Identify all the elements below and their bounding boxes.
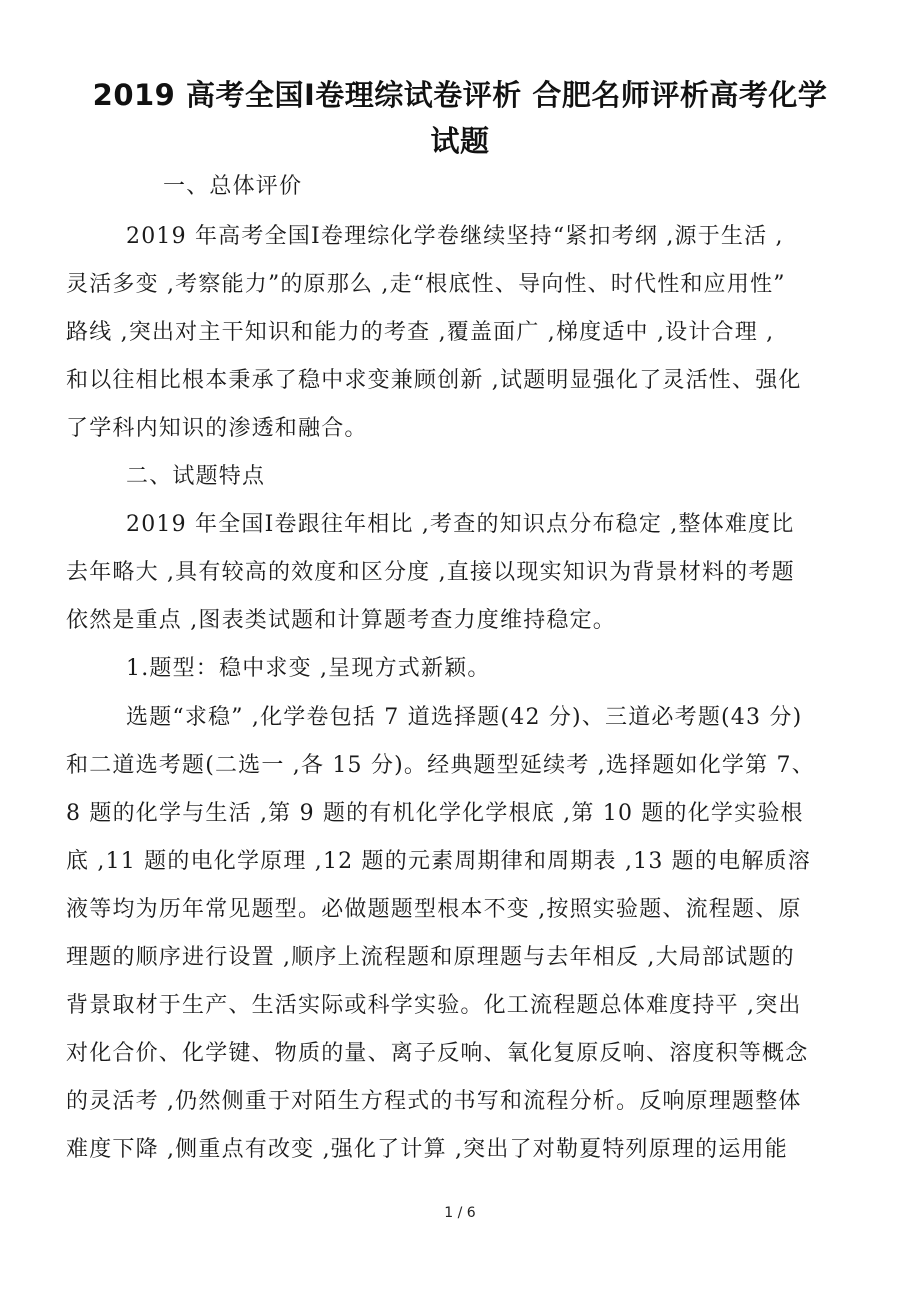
paragraph-line: 选题“求稳” ,化学卷包括 7 道选择题(42 分)、三道必考题(43 分) [126,705,803,730]
paragraph-line: 8 题的化学与生活 ,第 9 题的有机化学化学根底 ,第 10 题的化学实验根 [66,801,804,826]
section-heading-features: 二、试题特点 [126,464,266,489]
paragraph-line: 的灵活考 ,仍然侧重于对陌生方程式的书写和流程分析。反响原理题整体 [66,1089,802,1114]
paragraph-line: 难度下降 ,侧重点有改变 ,强化了计算 ,突出了对勒夏特列原理的运用能 [66,1137,788,1162]
paragraph-line: 2019 年全国Ⅰ卷跟往年相比 ,考查的知识点分布稳定 ,整体难度比 [126,512,795,537]
paragraph-line: 理题的顺序进行设置 ,顺序上流程题和原理题与去年相反 ,大局部试题的 [66,945,795,970]
paragraph-line: 依然是重点 ,图表类试题和计算题考查力度维持稳定。 [66,608,616,633]
document-title [60,72,860,164]
paragraph-line: 对化合价、化学键、物质的量、离子反响、氧化复原反响、溶度积等概念 [66,1041,809,1066]
section-heading-overall: 一、总体评价 [163,174,303,199]
paragraph-line: 灵活多变 ,考察能力”的原那么 ,走“根底性、导向性、时代性和应用性” [66,272,786,297]
paragraph-line: 和二道选考题(二选一 ,各 15 分)。经典题型延续考 ,选择题如化学第 7、 [66,753,815,778]
page-indicator: 1 / 6 [444,1205,476,1221]
paragraph-line: 路线 ,突出对主干知识和能力的考查 ,覆盖面广 ,梯度适中 ,设计合理 , [66,320,775,345]
paragraph-line: 背景取材于生产、生活实际或科学实验。化工流程题总体难度持平 ,突出 [66,993,802,1018]
title-line-1: 2019 高考全国Ⅰ卷理综试卷评析 合肥名师评析高考化学 [92,78,828,112]
paragraph-line: 2019 年高考全国Ⅰ卷理综化学卷继续坚持“紧扣考纲 ,源于生活 , [126,224,784,249]
paragraph-line: 和以往相比根本秉承了稳中求变兼顾创新 ,试题明显强化了灵活性、强化 [66,368,802,393]
paragraph-line: 去年略大 ,具有较高的效度和区分度 ,直接以现实知识为背景材料的考题 [66,560,795,585]
paragraph-line: 底 ,11 题的电化学原理 ,12 题的元素周期律和周期表 ,13 题的电解质溶 [66,849,811,874]
paragraph-line: 液等均为历年常见题型。必做题题型根本不变 ,按照实验题、流程题、原 [66,897,802,922]
title-line-2: 试题 [430,124,490,158]
subsection-heading-question-types: 1.题型：稳中求变 ,呈现方式新颖。 [126,656,491,681]
paragraph-line: 了学科内知识的渗透和融合。 [66,416,368,441]
